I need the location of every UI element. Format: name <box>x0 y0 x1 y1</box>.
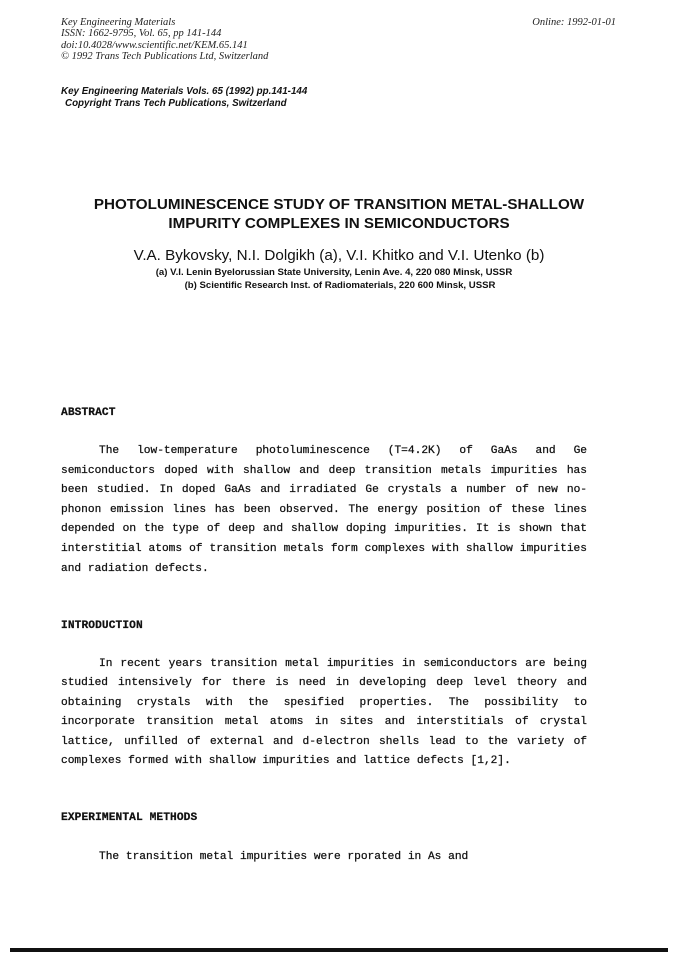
journal-copyright-line: Copyright Trans Tech Publications, Switzerland <box>65 98 287 109</box>
experimental-methods-heading: EXPERIMENTAL METHODS <box>61 812 198 824</box>
paper-title <box>0 195 678 233</box>
abstract-heading: ABSTRACT <box>61 407 116 419</box>
paper-title-line-1: PHOTOLUMINESCENCE STUDY OF TRANSITION METAL-SHALLOW <box>93 196 585 213</box>
online-date: Online: 1992-01-01 <box>532 17 616 28</box>
experimental-methods-body: The transition metal impurities were rporated in As and <box>99 851 469 863</box>
page-bottom-rule <box>10 948 668 952</box>
affiliation-b: (b) Scientific Research Inst. of Radiomaterials, 220 600 Minsk, USSR <box>184 280 496 291</box>
author-list: V.A. Bykovsky, N.I. Dolgikh (a), V.I. Khitko and V.I. Utenko (b) <box>133 247 545 264</box>
paper-title-line-2: IMPURITY COMPLEXES IN SEMICONDUCTORS <box>168 215 510 232</box>
publication-meta <box>61 17 268 63</box>
affiliations <box>0 266 678 292</box>
introduction-heading: INTRODUCTION <box>61 620 143 632</box>
journal-citation <box>61 86 307 110</box>
meta-copyright: © 1992 Trans Tech Publications Ltd, Switzerland <box>61 51 269 63</box>
introduction-body: In recent years transition metal impurities in semiconductors are being studied intensively for there is need in developing deep level theory and obtaining crystals with the spesified properties. The possibility to incorporate transition metal atoms in sites and interstitials of crystal lattice, unfilled of external and d-electron shells lead to the variety of complexes formed with shallow impurities and lattice defects [1,2]. <box>61 658 587 768</box>
meta-journal-name: Key Engineering Materials <box>61 17 176 28</box>
abstract-body: The low-temperature photoluminescence (T=4.2K) of GaAs and Ge semiconductors doped with shallow and deep transition metals impurities has been studied. In doped GaAs and irradiated Ge crystals a number of new no-phonon emission lines has been observed. The energy position of these lines depended on the type of deep and shallow doping impurities. It is shown that interstitial atoms of transition metals form complexes with shallow impurities and radiation defects. <box>61 445 587 575</box>
meta-issn: ISSN: 1662-9795, Vol. 65, pp 141-144 <box>61 28 222 40</box>
journal-volume-line: Key Engineering Materials Vols. 65 (1992) pp.141-144 <box>61 86 308 97</box>
meta-doi[interactable]: doi:10.4028/www.scientific.net/KEM.65.141 <box>61 39 248 51</box>
affiliation-a: (a) V.I. Lenin Byelorussian State University, Lenin Ave. 4, 220 080 Minsk, USSR <box>155 267 513 278</box>
